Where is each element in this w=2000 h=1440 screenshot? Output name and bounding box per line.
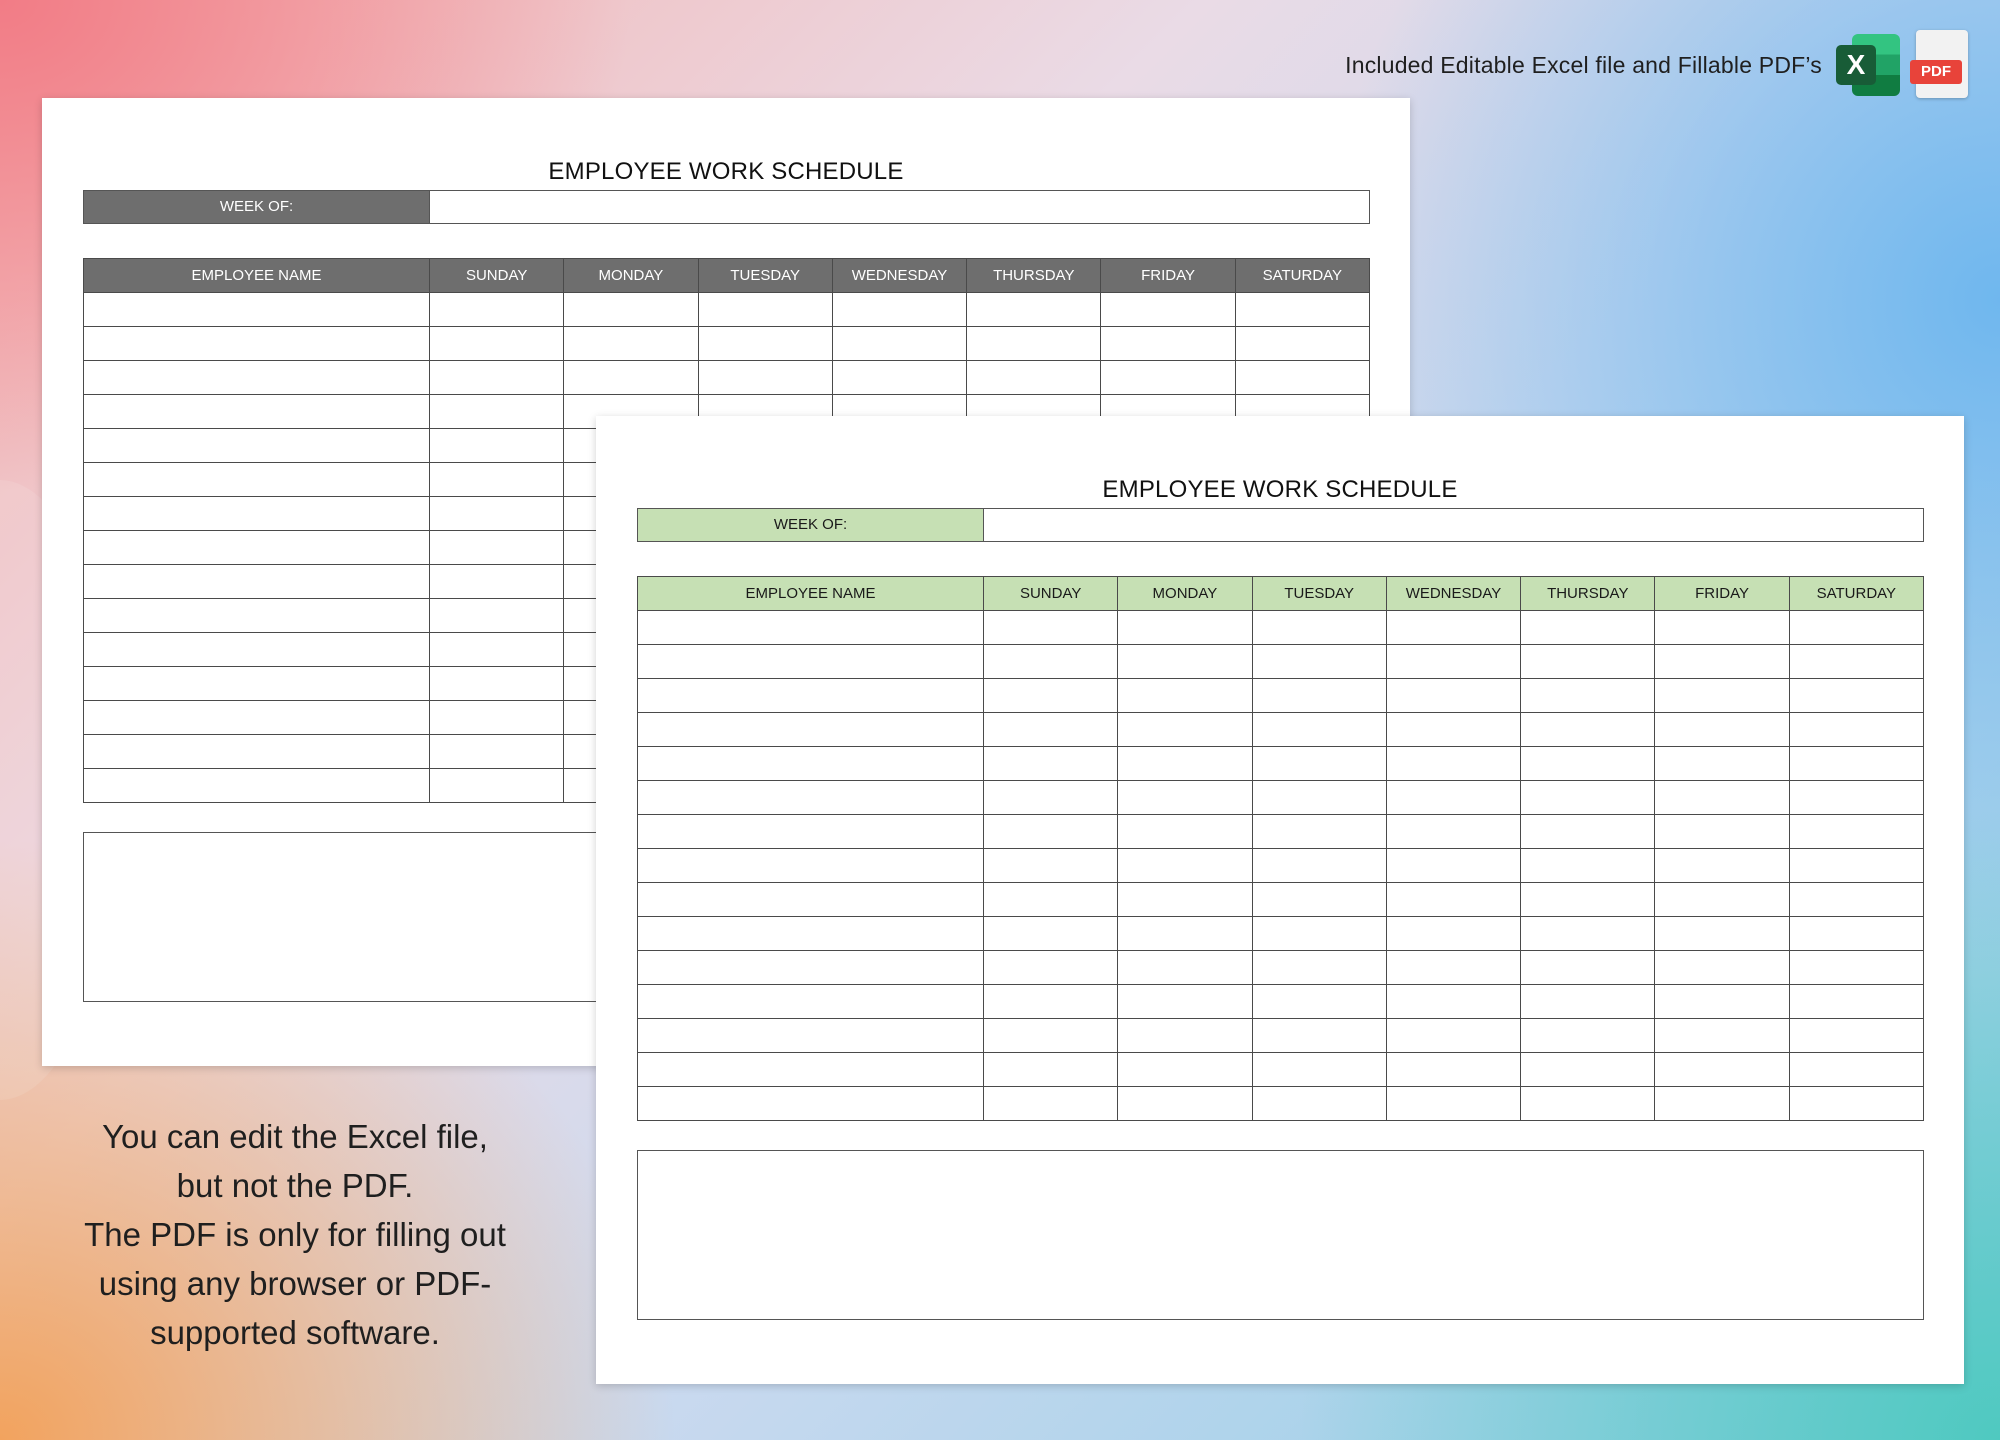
excel-icon-letter: X xyxy=(1836,45,1876,85)
schedule-body xyxy=(638,611,1924,1121)
shift-cell[interactable] xyxy=(1386,849,1520,883)
employee-name-cell[interactable] xyxy=(84,293,430,327)
shift-cell[interactable] xyxy=(564,327,698,361)
shift-cell[interactable] xyxy=(430,293,564,327)
shift-cell[interactable] xyxy=(1252,611,1386,645)
shift-cell[interactable] xyxy=(430,769,564,803)
shift-cell[interactable] xyxy=(1789,985,1923,1019)
shift-cell[interactable] xyxy=(1118,781,1252,815)
shift-cell[interactable] xyxy=(430,361,564,395)
shift-cell[interactable] xyxy=(1655,645,1789,679)
shift-cell[interactable] xyxy=(1118,1019,1252,1053)
shift-cell[interactable] xyxy=(1252,917,1386,951)
shift-cell[interactable] xyxy=(1655,917,1789,951)
employee-name-cell[interactable] xyxy=(84,633,430,667)
shift-cell[interactable] xyxy=(984,747,1118,781)
header-employee-name: EMPLOYEE NAME xyxy=(84,259,430,293)
shift-cell[interactable] xyxy=(1789,781,1923,815)
shift-cell[interactable] xyxy=(1235,293,1369,327)
sheet-title: EMPLOYEE WORK SCHEDULE xyxy=(548,158,904,185)
shift-cell[interactable] xyxy=(1386,713,1520,747)
shift-cell[interactable] xyxy=(1386,645,1520,679)
shift-cell[interactable] xyxy=(430,327,564,361)
shift-cell[interactable] xyxy=(832,327,966,361)
info-line: The PDF is only for filling out xyxy=(84,1216,506,1253)
shift-cell[interactable] xyxy=(430,633,564,667)
shift-cell[interactable] xyxy=(1118,917,1252,951)
shift-cell[interactable] xyxy=(1655,611,1789,645)
shift-cell[interactable] xyxy=(967,293,1101,327)
shift-cell[interactable] xyxy=(1789,815,1923,849)
pdf-icon-label: PDF xyxy=(1910,60,1962,84)
shift-cell[interactable] xyxy=(1655,713,1789,747)
shift-cell[interactable] xyxy=(1252,951,1386,985)
shift-cell[interactable] xyxy=(984,815,1118,849)
shift-cell[interactable] xyxy=(1789,713,1923,747)
table-row xyxy=(638,1053,1924,1087)
shift-cell[interactable] xyxy=(1252,815,1386,849)
table-row xyxy=(638,1087,1924,1121)
schedule-sheet-green xyxy=(596,416,1964,1384)
shift-cell[interactable] xyxy=(564,361,698,395)
schedule-header-row xyxy=(638,577,1924,611)
shift-cell[interactable] xyxy=(984,713,1118,747)
shift-cell[interactable] xyxy=(1521,781,1655,815)
shift-cell[interactable] xyxy=(1521,747,1655,781)
shift-cell[interactable] xyxy=(430,701,564,735)
shift-cell[interactable] xyxy=(1235,361,1369,395)
table-row xyxy=(638,917,1924,951)
shift-cell[interactable] xyxy=(430,667,564,701)
employee-name-cell[interactable] xyxy=(638,747,984,781)
shift-cell[interactable] xyxy=(430,429,564,463)
shift-cell[interactable] xyxy=(984,985,1118,1019)
shift-cell[interactable] xyxy=(1789,951,1923,985)
shift-cell[interactable] xyxy=(984,917,1118,951)
shift-cell[interactable] xyxy=(984,645,1118,679)
shift-cell[interactable] xyxy=(1789,645,1923,679)
pdf-icon xyxy=(1910,30,1970,100)
shift-cell[interactable] xyxy=(984,1087,1118,1121)
shift-cell[interactable] xyxy=(1521,1053,1655,1087)
header-sunday: SUNDAY xyxy=(430,259,564,293)
shift-cell[interactable] xyxy=(1101,327,1235,361)
shift-cell[interactable] xyxy=(1252,1019,1386,1053)
shift-cell[interactable] xyxy=(1118,1053,1252,1087)
shift-cell[interactable] xyxy=(1252,645,1386,679)
header-monday: MONDAY xyxy=(564,259,698,293)
shift-cell[interactable] xyxy=(430,599,564,633)
shift-cell[interactable] xyxy=(1386,917,1520,951)
shift-cell[interactable] xyxy=(1252,849,1386,883)
shift-cell[interactable] xyxy=(984,883,1118,917)
shift-cell[interactable] xyxy=(698,361,832,395)
shift-cell[interactable] xyxy=(1118,849,1252,883)
shift-cell[interactable] xyxy=(1655,849,1789,883)
schedule-table xyxy=(637,576,1924,1121)
included-files-note xyxy=(1345,30,1970,100)
table-row xyxy=(638,645,1924,679)
employee-name-cell[interactable] xyxy=(84,429,430,463)
shift-cell[interactable] xyxy=(1655,1087,1789,1121)
sheet-title: EMPLOYEE WORK SCHEDULE xyxy=(1102,476,1458,503)
header-saturday: SATURDAY xyxy=(1235,259,1369,293)
employee-name-cell[interactable] xyxy=(84,395,430,429)
shift-cell[interactable] xyxy=(1789,883,1923,917)
shift-cell[interactable] xyxy=(1655,815,1789,849)
shift-cell[interactable] xyxy=(1386,951,1520,985)
shift-cell[interactable] xyxy=(1521,713,1655,747)
employee-name-cell[interactable] xyxy=(638,679,984,713)
shift-cell[interactable] xyxy=(1386,1087,1520,1121)
table-row xyxy=(638,815,1924,849)
shift-cell[interactable] xyxy=(1789,611,1923,645)
shift-cell[interactable] xyxy=(1521,645,1655,679)
info-line: You can edit the Excel file, xyxy=(102,1118,488,1155)
shift-cell[interactable] xyxy=(1118,645,1252,679)
shift-cell[interactable] xyxy=(1118,679,1252,713)
shift-cell[interactable] xyxy=(1655,883,1789,917)
employee-name-cell[interactable] xyxy=(84,531,430,565)
info-text xyxy=(40,1112,550,1357)
shift-cell[interactable] xyxy=(430,735,564,769)
week-of-field[interactable] xyxy=(984,509,1923,541)
excel-icon xyxy=(1836,32,1902,98)
shift-cell[interactable] xyxy=(984,611,1118,645)
shift-cell[interactable] xyxy=(1386,747,1520,781)
week-of-row xyxy=(83,190,1370,224)
shift-cell[interactable] xyxy=(1118,747,1252,781)
table-row xyxy=(638,781,1924,815)
header-friday: FRIDAY xyxy=(1655,577,1789,611)
shift-cell[interactable] xyxy=(1655,747,1789,781)
header-friday: FRIDAY xyxy=(1101,259,1235,293)
header-wednesday: WEDNESDAY xyxy=(1386,577,1520,611)
header-wednesday: WEDNESDAY xyxy=(832,259,966,293)
shift-cell[interactable] xyxy=(1118,951,1252,985)
shift-cell[interactable] xyxy=(1521,1019,1655,1053)
shift-cell[interactable] xyxy=(1789,1053,1923,1087)
employee-name-cell[interactable] xyxy=(84,769,430,803)
shift-cell[interactable] xyxy=(1252,713,1386,747)
employee-name-cell[interactable] xyxy=(84,497,430,531)
shift-cell[interactable] xyxy=(832,361,966,395)
header-employee-name: EMPLOYEE NAME xyxy=(638,577,984,611)
shift-cell[interactable] xyxy=(430,497,564,531)
shift-cell[interactable] xyxy=(1655,679,1789,713)
shift-cell[interactable] xyxy=(1118,611,1252,645)
shift-cell[interactable] xyxy=(1521,611,1655,645)
header-monday: MONDAY xyxy=(1118,577,1252,611)
week-of-row xyxy=(637,508,1924,542)
employee-name-cell[interactable] xyxy=(84,701,430,735)
shift-cell[interactable] xyxy=(1386,883,1520,917)
shift-cell[interactable] xyxy=(1789,1019,1923,1053)
table-row xyxy=(638,713,1924,747)
shift-cell[interactable] xyxy=(1252,985,1386,1019)
table-row xyxy=(638,985,1924,1019)
table-row xyxy=(638,679,1924,713)
shift-cell[interactable] xyxy=(1118,985,1252,1019)
shift-cell[interactable] xyxy=(1252,679,1386,713)
table-row xyxy=(638,883,1924,917)
shift-cell[interactable] xyxy=(430,463,564,497)
info-line: supported software. xyxy=(150,1314,440,1351)
shift-cell[interactable] xyxy=(698,327,832,361)
employee-name-cell[interactable] xyxy=(638,1087,984,1121)
shift-cell[interactable] xyxy=(1118,815,1252,849)
shift-cell[interactable] xyxy=(1655,1053,1789,1087)
table-row xyxy=(638,747,1924,781)
shift-cell[interactable] xyxy=(1789,917,1923,951)
shift-cell[interactable] xyxy=(1521,917,1655,951)
shift-cell[interactable] xyxy=(1521,951,1655,985)
employee-name-cell[interactable] xyxy=(638,645,984,679)
shift-cell[interactable] xyxy=(1655,1019,1789,1053)
shift-cell[interactable] xyxy=(430,565,564,599)
shift-cell[interactable] xyxy=(984,1053,1118,1087)
shift-cell[interactable] xyxy=(1252,781,1386,815)
header-thursday: THURSDAY xyxy=(1521,577,1655,611)
table-row xyxy=(638,849,1924,883)
employee-name-cell[interactable] xyxy=(638,849,984,883)
notes-box[interactable] xyxy=(637,1150,1924,1320)
shift-cell[interactable] xyxy=(430,531,564,565)
shift-cell[interactable] xyxy=(1252,883,1386,917)
shift-cell[interactable] xyxy=(1101,361,1235,395)
header-tuesday: TUESDAY xyxy=(1252,577,1386,611)
table-row xyxy=(84,293,1370,327)
employee-name-cell[interactable] xyxy=(638,713,984,747)
shift-cell[interactable] xyxy=(1235,327,1369,361)
shift-cell[interactable] xyxy=(1386,1019,1520,1053)
shift-cell[interactable] xyxy=(1521,1087,1655,1121)
table-row xyxy=(638,951,1924,985)
schedule-header-row xyxy=(84,259,1370,293)
employee-name-cell[interactable] xyxy=(638,883,984,917)
header-saturday: SATURDAY xyxy=(1789,577,1923,611)
shift-cell[interactable] xyxy=(1789,849,1923,883)
employee-name-cell[interactable] xyxy=(638,815,984,849)
employee-name-cell[interactable] xyxy=(84,735,430,769)
shift-cell[interactable] xyxy=(984,951,1118,985)
shift-cell[interactable] xyxy=(1252,1053,1386,1087)
header-sunday: SUNDAY xyxy=(984,577,1118,611)
shift-cell[interactable] xyxy=(1521,815,1655,849)
employee-name-cell[interactable] xyxy=(638,917,984,951)
employee-name-cell[interactable] xyxy=(84,667,430,701)
table-row xyxy=(638,611,1924,645)
employee-name-cell[interactable] xyxy=(84,599,430,633)
shift-cell[interactable] xyxy=(1386,781,1520,815)
shift-cell[interactable] xyxy=(1655,951,1789,985)
employee-name-cell[interactable] xyxy=(84,361,430,395)
shift-cell[interactable] xyxy=(1118,713,1252,747)
table-row xyxy=(84,327,1370,361)
shift-cell[interactable] xyxy=(1252,1087,1386,1121)
shift-cell[interactable] xyxy=(967,361,1101,395)
table-row xyxy=(638,1019,1924,1053)
shift-cell[interactable] xyxy=(564,293,698,327)
employee-name-cell[interactable] xyxy=(84,565,430,599)
shift-cell[interactable] xyxy=(1101,293,1235,327)
shift-cell[interactable] xyxy=(1252,747,1386,781)
shift-cell[interactable] xyxy=(984,781,1118,815)
shift-cell[interactable] xyxy=(832,293,966,327)
shift-cell[interactable] xyxy=(1789,679,1923,713)
shift-cell[interactable] xyxy=(1521,849,1655,883)
header-thursday: THURSDAY xyxy=(967,259,1101,293)
shift-cell[interactable] xyxy=(1386,611,1520,645)
shift-cell[interactable] xyxy=(1789,747,1923,781)
shift-cell[interactable] xyxy=(1386,1053,1520,1087)
shift-cell[interactable] xyxy=(1386,679,1520,713)
shift-cell[interactable] xyxy=(1655,985,1789,1019)
employee-name-cell[interactable] xyxy=(84,327,430,361)
table-row xyxy=(84,361,1370,395)
shift-cell[interactable] xyxy=(967,327,1101,361)
shift-cell[interactable] xyxy=(984,1019,1118,1053)
employee-name-cell[interactable] xyxy=(638,951,984,985)
employee-name-cell[interactable] xyxy=(84,463,430,497)
week-of-label: WEEK OF: xyxy=(638,509,984,541)
shift-cell[interactable] xyxy=(1118,1087,1252,1121)
employee-name-cell[interactable] xyxy=(638,985,984,1019)
week-of-label: WEEK OF: xyxy=(84,191,430,223)
employee-name-cell[interactable] xyxy=(638,611,984,645)
shift-cell[interactable] xyxy=(984,679,1118,713)
shift-cell[interactable] xyxy=(1521,679,1655,713)
employee-name-cell[interactable] xyxy=(638,781,984,815)
shift-cell[interactable] xyxy=(1118,883,1252,917)
shift-cell[interactable] xyxy=(430,395,564,429)
info-line: using any browser or PDF- xyxy=(98,1265,492,1302)
shift-cell[interactable] xyxy=(1521,985,1655,1019)
shift-cell[interactable] xyxy=(1655,781,1789,815)
included-files-text: Included Editable Excel file and Fillable PDF’s xyxy=(1345,51,1822,78)
employee-name-cell[interactable] xyxy=(638,1053,984,1087)
shift-cell[interactable] xyxy=(698,293,832,327)
info-line: but not the PDF. xyxy=(176,1167,414,1204)
shift-cell[interactable] xyxy=(1386,815,1520,849)
header-tuesday: TUESDAY xyxy=(698,259,832,293)
employee-name-cell[interactable] xyxy=(638,1019,984,1053)
week-of-field[interactable] xyxy=(430,191,1369,223)
shift-cell[interactable] xyxy=(1386,985,1520,1019)
shift-cell[interactable] xyxy=(984,849,1118,883)
shift-cell[interactable] xyxy=(1521,883,1655,917)
shift-cell[interactable] xyxy=(1789,1087,1923,1121)
